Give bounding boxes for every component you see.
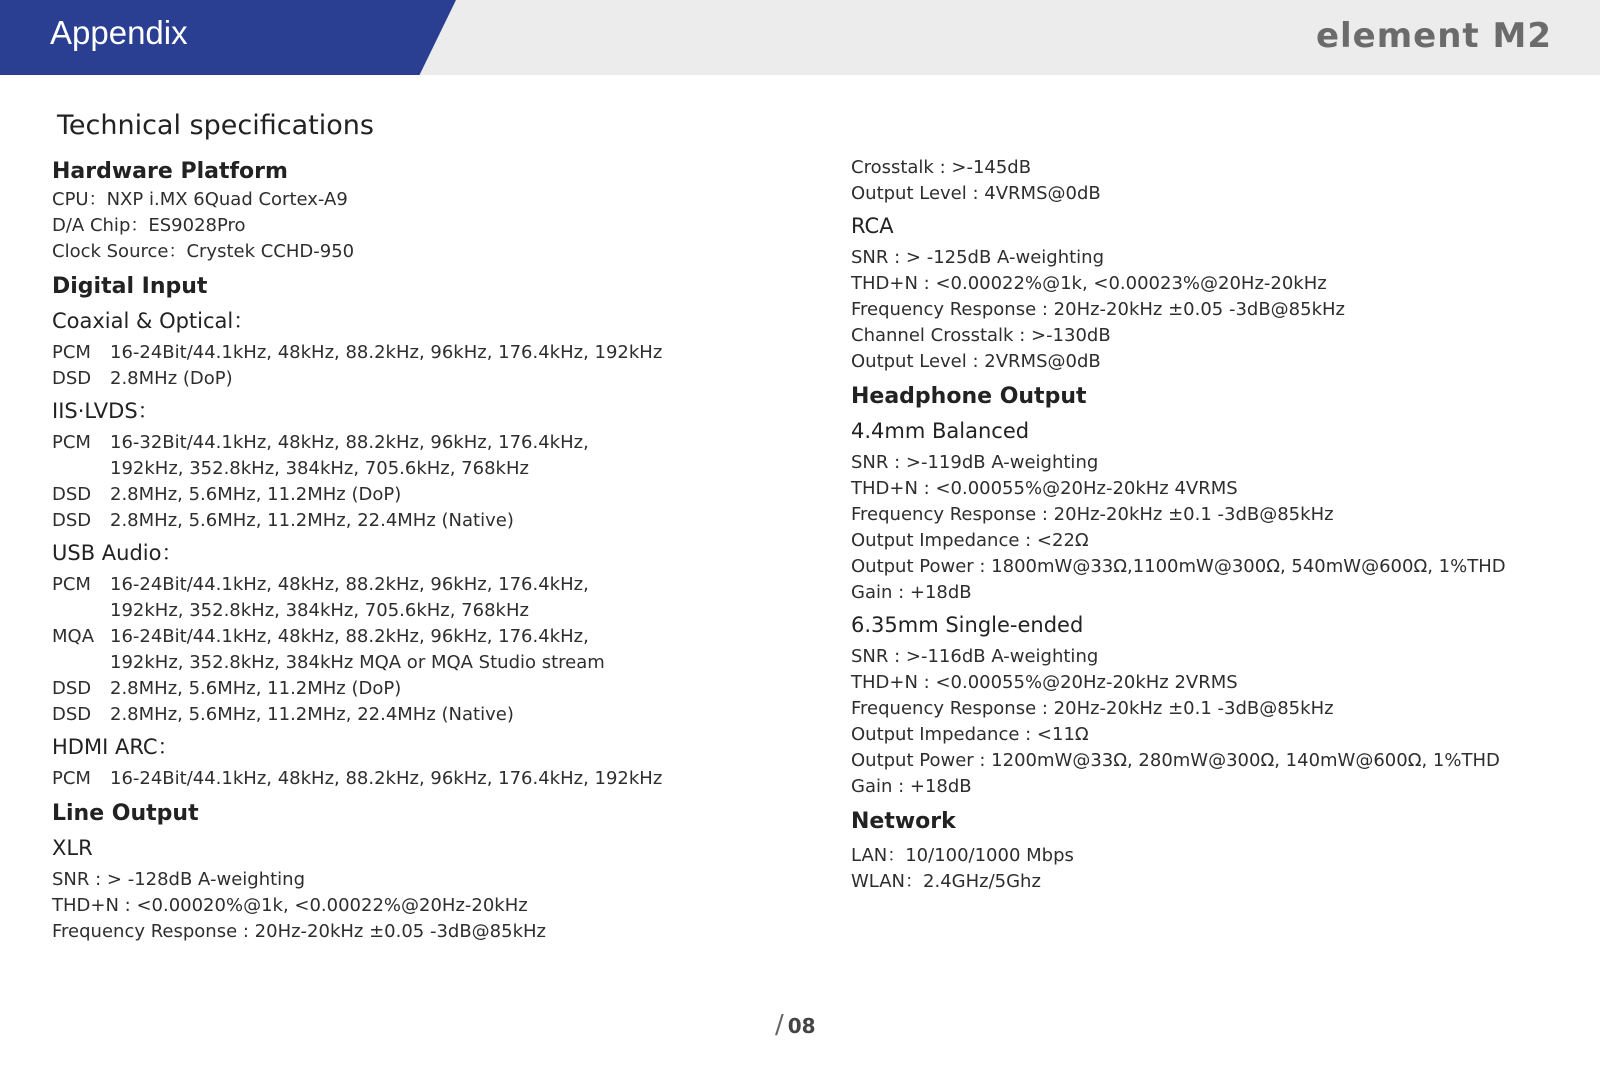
spec-line: D/A Chip：ES9028Pro — [52, 215, 246, 236]
spec-row — [52, 340, 662, 366]
hdmi-heading: HDMI ARC： — [52, 735, 179, 759]
spec-key — [52, 598, 110, 624]
spec-key — [52, 650, 110, 676]
spec-row — [52, 702, 662, 728]
spec-key: PCM — [52, 768, 91, 789]
spec-row — [52, 482, 662, 508]
spec-row — [52, 676, 662, 702]
spec-key: PCM — [52, 432, 91, 453]
spec-line: Frequency Response : 20Hz-20kHz ±0.05 -3dB@85kHz — [851, 299, 1345, 320]
spec-key: DSD — [52, 368, 92, 389]
spec-value: 2.8MHz, 5.6MHz, 11.2MHz, 22.4MHz (Native) — [110, 704, 514, 725]
spec-line: Output Impedance : <22Ω — [851, 530, 1089, 551]
spec-line: Crosstalk : >-145dB — [851, 157, 1032, 178]
spec-line: WLAN：2.4GHz/5Ghz — [851, 871, 1041, 892]
spec-value: 16-32Bit/44.1kHz, 48kHz, 88.2kHz, 96kHz, 176.4kHz, — [110, 432, 589, 453]
spec-line: THD+N : <0.00020%@1k, <0.00022%@20Hz-20kHz — [52, 895, 528, 916]
spec-key: PCM — [52, 342, 91, 363]
spec-line: SNR : > -128dB A-weighting — [52, 869, 305, 890]
brand-logo: element M2 — [1315, 16, 1552, 56]
spec-row — [52, 598, 662, 624]
balanced-heading: 4.4mm Balanced — [851, 419, 1030, 443]
spec-key: DSD — [52, 510, 92, 531]
spec-value: 16-24Bit/44.1kHz, 48kHz, 88.2kHz, 96kHz, 176.4kHz, 192kHz — [110, 342, 663, 363]
spec-line: Output Level : 2VRMS@0dB — [851, 351, 1101, 372]
spec-line: Frequency Response : 20Hz-20kHz ±0.05 -3dB@85kHz — [52, 921, 546, 942]
spec-line: THD+N : <0.00055%@20Hz-20kHz 4VRMS — [851, 478, 1238, 499]
spec-line: CPU：NXP i.MX 6Quad Cortex-A9 — [52, 189, 348, 210]
spec-line: Output Power : 1800mW@33Ω,1100mW@300Ω, 540mW@600Ω, 1%THD — [851, 556, 1506, 577]
left-column — [52, 156, 662, 945]
spec-line: Frequency Response : 20Hz-20kHz ±0.1 -3dB@85kHz — [851, 504, 1334, 525]
spec-row — [52, 508, 662, 534]
spec-row — [52, 366, 662, 392]
page-slash: / — [775, 1010, 784, 1040]
spec-value: 16-24Bit/44.1kHz, 48kHz, 88.2kHz, 96kHz, 176.4kHz, — [110, 574, 589, 595]
spec-value: 192kHz, 352.8kHz, 384kHz, 705.6kHz, 768kHz — [110, 458, 529, 479]
spec-row — [52, 456, 662, 482]
spec-row — [52, 624, 662, 650]
spec-line: Output Level : 4VRMS@0dB — [851, 183, 1101, 204]
spec-value: 192kHz, 352.8kHz, 384kHz, 705.6kHz, 768kHz — [110, 600, 529, 621]
spec-value: 2.8MHz, 5.6MHz, 11.2MHz (DoP) — [110, 484, 402, 505]
spec-line: THD+N : <0.00022%@1k, <0.00023%@20Hz-20kHz — [851, 273, 1327, 294]
network-heading: Network — [851, 809, 956, 834]
right-column — [851, 155, 1506, 895]
spec-line: SNR : > -125dB A-weighting — [851, 247, 1104, 268]
rca-heading: RCA — [851, 214, 894, 238]
usb-heading: USB Audio： — [52, 541, 183, 565]
coaxial-heading: Coaxial & Optical： — [52, 309, 255, 333]
page-number-value: 08 — [787, 1014, 816, 1038]
spec-line: THD+N : <0.00055%@20Hz-20kHz 2VRMS — [851, 672, 1238, 693]
digital-input-heading: Digital Input — [52, 274, 208, 299]
spec-line: Channel Crosstalk : >-130dB — [851, 325, 1111, 346]
spec-row — [52, 430, 662, 456]
spec-value: 16-24Bit/44.1kHz, 48kHz, 88.2kHz, 96kHz, 176.4kHz, 192kHz — [110, 768, 663, 789]
single-ended-heading: 6.35mm Single-ended — [851, 613, 1084, 637]
headphone-heading: Headphone Output — [851, 384, 1087, 409]
spec-key: MQA — [52, 626, 95, 647]
spec-line: Gain : +18dB — [851, 776, 972, 797]
spec-line: LAN：10/100/1000 Mbps — [851, 845, 1074, 866]
spec-key: DSD — [52, 484, 92, 505]
spec-row — [52, 572, 662, 598]
spec-row — [52, 650, 662, 676]
spec-line: Clock Source：Crystek CCHD-950 — [52, 241, 355, 262]
spec-line: SNR : >-116dB A-weighting — [851, 646, 1099, 667]
spec-line: SNR : >-119dB A-weighting — [851, 452, 1099, 473]
spec-key: DSD — [52, 704, 92, 725]
spec-row — [52, 766, 662, 792]
spec-value: 192kHz, 352.8kHz, 384kHz MQA or MQA Studio stream — [110, 652, 605, 673]
spec-value: 2.8MHz (DoP) — [110, 368, 233, 389]
page-header — [0, 0, 1600, 75]
section-title: Appendix — [50, 14, 188, 51]
hardware-list — [52, 187, 662, 265]
spec-key: DSD — [52, 678, 92, 699]
spec-key — [52, 456, 110, 482]
line-output-heading: Line Output — [52, 801, 199, 826]
spec-line: Gain : +18dB — [851, 582, 972, 603]
spec-value: 2.8MHz, 5.6MHz, 11.2MHz, 22.4MHz (Native) — [110, 510, 514, 531]
iis-heading: IIS·LVDS： — [52, 399, 159, 423]
spec-line: Output Power : 1200mW@33Ω, 280mW@300Ω, 140mW@600Ω, 1%THD — [851, 750, 1500, 771]
hardware-heading: Hardware Platform — [52, 159, 288, 184]
xlr-heading: XLR — [52, 836, 93, 860]
spec-key: PCM — [52, 574, 91, 595]
spec-value: 2.8MHz, 5.6MHz, 11.2MHz (DoP) — [110, 678, 402, 699]
spec-value: 16-24Bit/44.1kHz, 48kHz, 88.2kHz, 96kHz, 176.4kHz, — [110, 626, 589, 647]
page-title: Technical specifications — [57, 110, 374, 141]
page-number — [775, 1010, 816, 1040]
spec-line: Output Impedance : <11Ω — [851, 724, 1089, 745]
spec-line: Frequency Response : 20Hz-20kHz ±0.1 -3dB@85kHz — [851, 698, 1334, 719]
